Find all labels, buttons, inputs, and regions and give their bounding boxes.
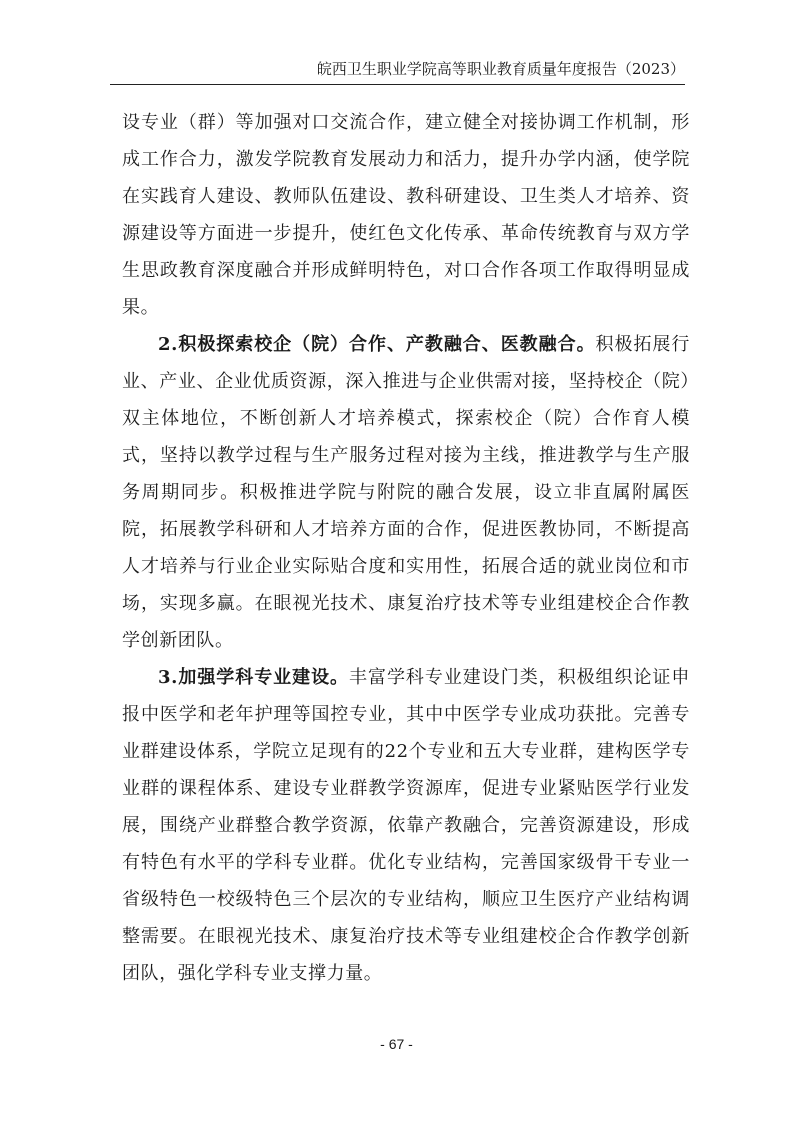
page-number: - 67 - [380,1036,413,1052]
page-header [110,58,685,85]
paragraph-3 [122,659,690,992]
paragraph-1: 设专业（群）等加强对口交流合作，建立健全对接协调工作机制，形成工作合力，激发学院教育发展动力和活力，提升办学内涵，使学院在实践育人建设、教师队伍建设、教科研建设、卫生类人才培养、资源建设等方面进一步提升，使红色文化传承、革命传统教育与双方学生思政教育深度融合并形成鲜明特色，对口合作各项工作取得明显成果。 [122,112,690,318]
paragraph-2-heading: 2.积极探索校企（院）合作、产教融合、医教融合。 [158,334,596,355]
header-title: 皖西卫生职业学院高等职业教育质量年度报告（2023） [316,60,685,78]
paragraph-2-body: 积极拓展行业、产业、企业优质资源，深入推进与企业供需对接，坚持校企（院）双主体地位，不断创新人才培养模式，探索校企（院）合作育人模式，坚持以教学过程与生产服务过程对接为主线，推进教学与生产服务周期同步。积极推进学院与附院的融合发展，设立非直属附属医院，拓展教学科研和人才培养方面的合作，促进医教协同，不断提高人才培养与行业企业实际贴合度和实用性，拓展合适的就业岗位和市场，实现多赢。在眼视光技术、康复治疗技术等专业组建校企合作教学创新团队。 [122,334,690,651]
paragraph-2 [122,326,690,659]
paragraph-3-heading: 3.加强学科专业建设。 [158,667,350,688]
paragraph-3-body: 丰富学科专业建设门类，积极组织论证申报中医学和老年护理等国控专业，其中中医学专业成功获批。完善专业群建设体系，学院立足现有的22个专业和五大专业群，建构医学专业群的课程体系、建设专业群教学资源库，促进专业紧贴医学行业发展，围绕产业群整合教学资源，依靠产教融合，完善资源建设，形成有特色有水平的学科专业群。优化专业结构，完善国家级骨干专业一省级特色一校级特色三个层次的专业结构，顺应卫生医疗产业结构调整需要。在眼视光技术、康复治疗技术等专业组建校企合作教学创新团队，强化学科专业支撑力量。 [122,667,690,984]
page-body [122,104,690,992]
